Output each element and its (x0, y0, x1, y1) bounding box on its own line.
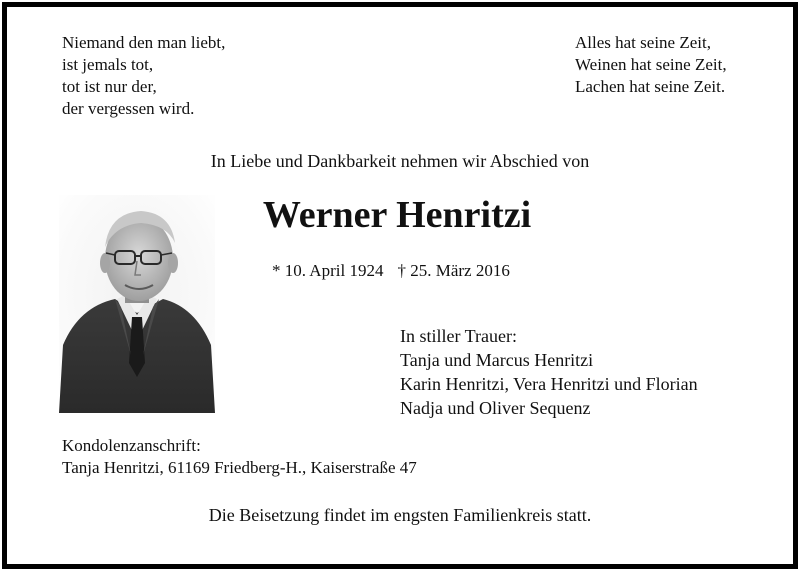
intro-text: In Liebe und Dankbarkeit nehmen wir Abschied von (210, 151, 590, 171)
poem-right-line-1: Alles hat seine Zeit, (575, 33, 711, 52)
obituary-card (2, 2, 798, 569)
birth-date: * 10. April 1924 (272, 261, 384, 280)
mourner-line-2: Karin Henritzi, Vera Henritzi und Florian (400, 374, 698, 394)
condolence-address (62, 435, 417, 479)
poem-left (62, 32, 225, 120)
poem-left-line-4: der vergessen wird. (62, 99, 195, 118)
mourner-line-3: Nadja und Oliver Sequenz (400, 398, 591, 418)
condolence-label: Kondolenzanschrift: (62, 436, 201, 455)
deceased-name: Werner Henritzi (262, 194, 532, 236)
funeral-note: Die Beisetzung findet im engsten Familienkreis statt. (208, 505, 592, 525)
mourner-line-1: Tanja und Marcus Henritzi (400, 350, 594, 370)
condolence-line: Tanja Henritzi, 61169 Friedberg-H., Kaiserstraße 47 (62, 458, 417, 477)
death-date: † 25. März 2016 (397, 261, 510, 280)
poem-left-line-3: tot ist nur der, (62, 77, 157, 96)
poem-right-line-2: Weinen hat seine Zeit, (575, 55, 727, 74)
poem-left-line-1: Niemand den man liebt, (62, 33, 226, 52)
poem-right-line-3: Lachen hat seine Zeit. (575, 77, 726, 96)
poem-left-line-2: ist jemals tot, (62, 55, 154, 74)
poem-right (575, 32, 727, 98)
life-dates (272, 260, 510, 282)
portrait-photo (59, 195, 215, 413)
mourners-heading: In stiller Trauer: (400, 326, 517, 346)
mourners-list (400, 324, 698, 420)
